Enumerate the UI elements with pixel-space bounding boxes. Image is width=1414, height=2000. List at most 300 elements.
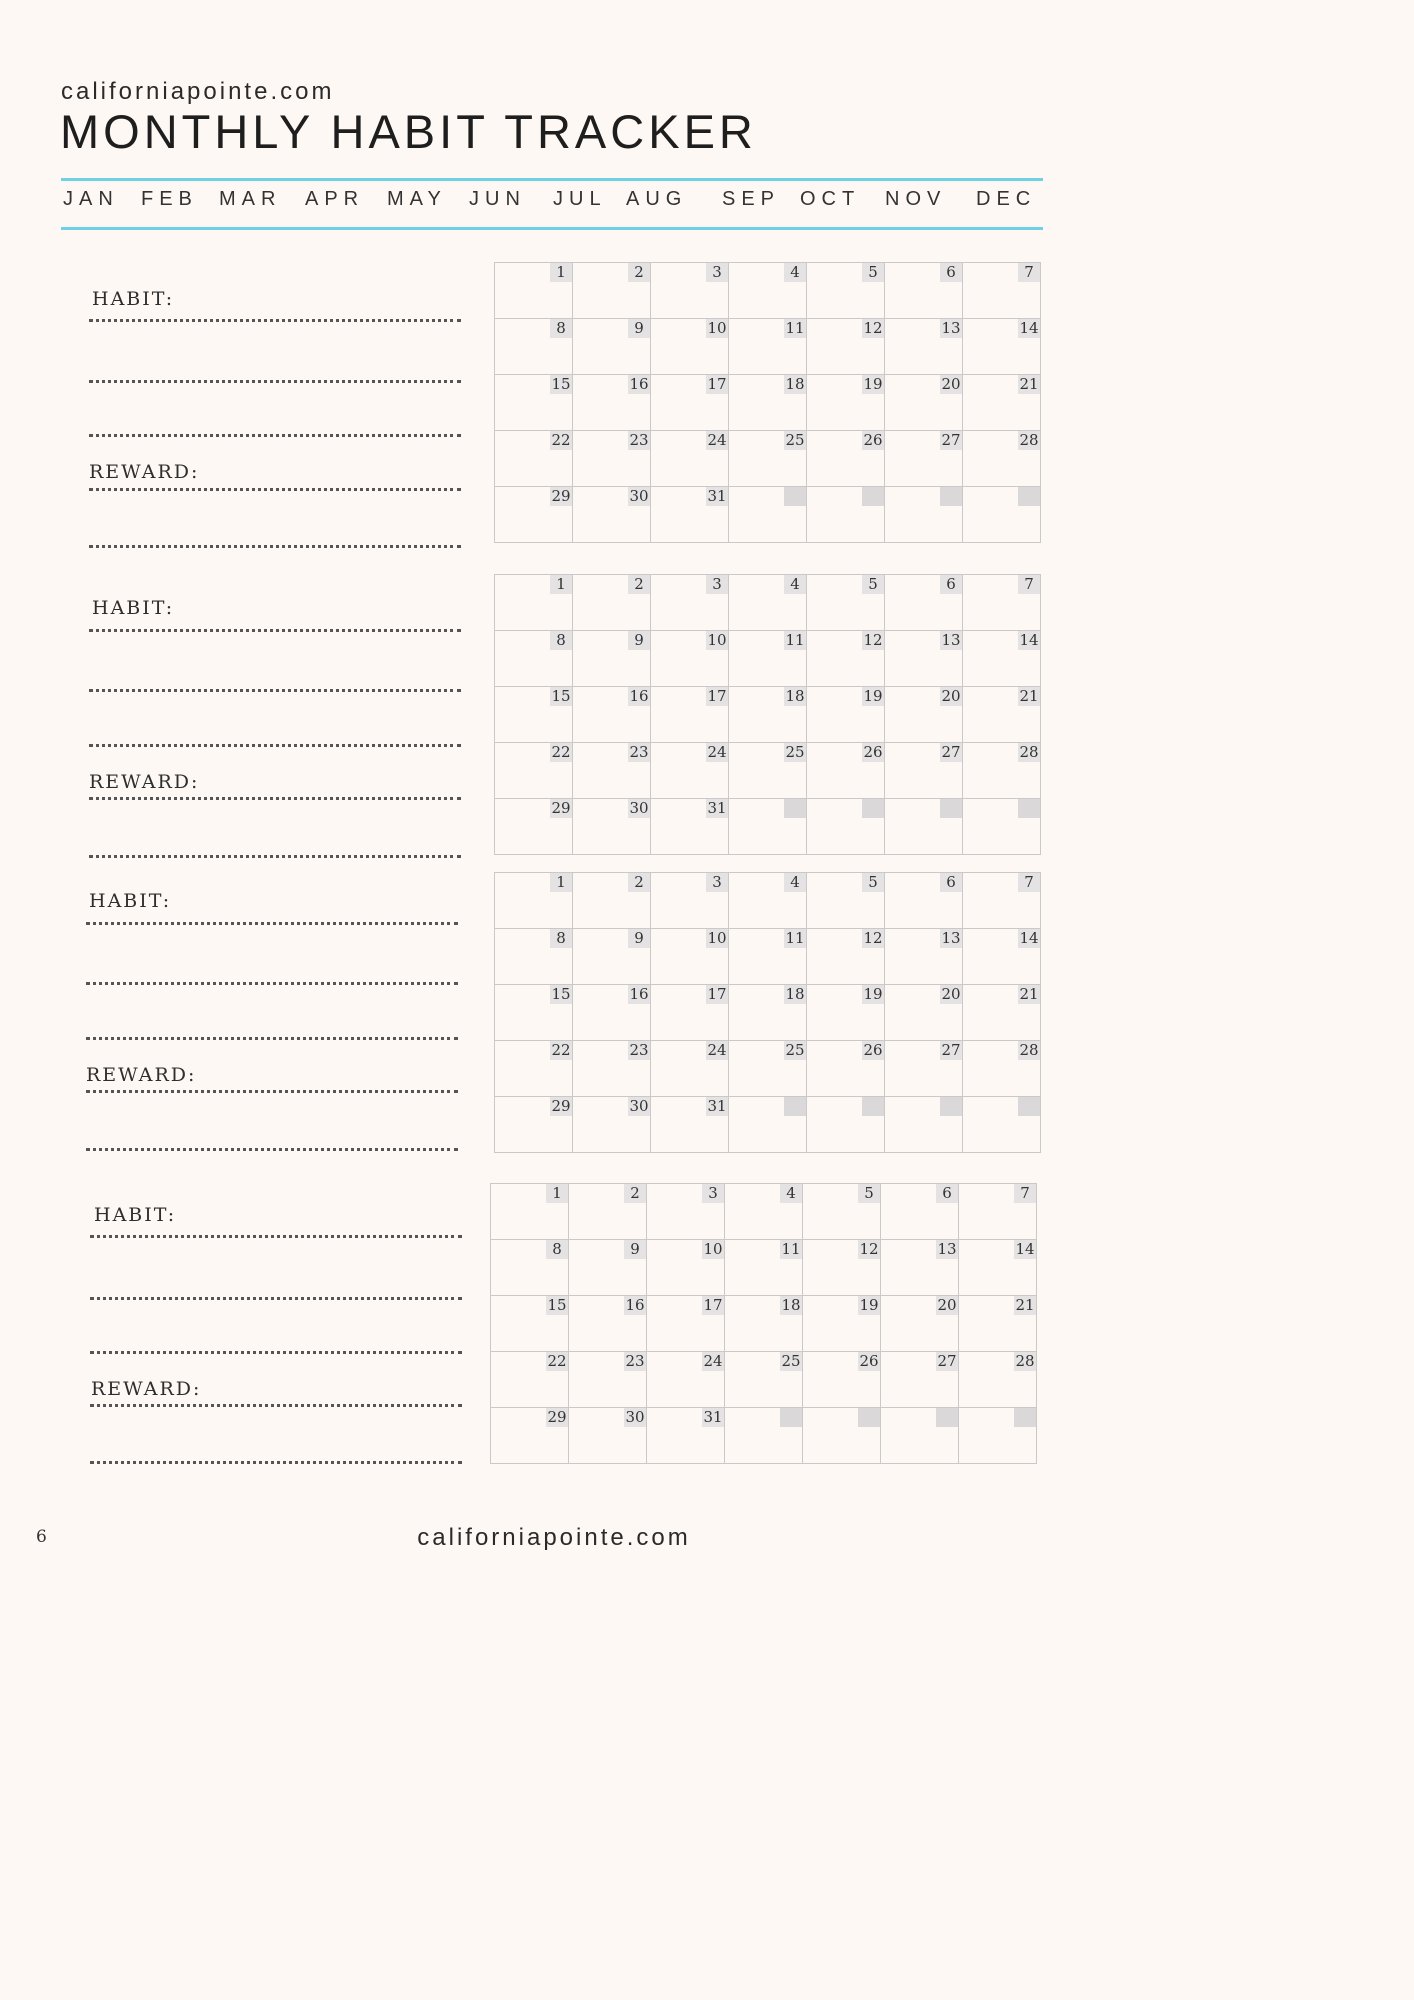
day-number: 23: [629, 1041, 649, 1059]
day-cell[interactable]: [647, 1408, 725, 1464]
day-number: 30: [629, 1097, 649, 1115]
day-number: 22: [551, 431, 571, 449]
day-cell[interactable]: [651, 263, 729, 319]
day-number: 25: [785, 431, 805, 449]
day-number: 19: [863, 687, 883, 705]
day-number: 29: [551, 487, 571, 505]
day-number: 15: [551, 985, 571, 1003]
reward-line[interactable]: [89, 488, 461, 491]
month-jun[interactable]: JUN: [469, 188, 526, 210]
day-cell[interactable]: [495, 873, 573, 929]
day-cell[interactable]: [729, 929, 807, 985]
day-number: 18: [781, 1296, 801, 1314]
day-cell[interactable]: [807, 799, 885, 855]
day-cell[interactable]: [963, 487, 1041, 543]
day-number: 14: [1019, 319, 1039, 337]
day-cell[interactable]: [963, 575, 1041, 631]
reward-line[interactable]: [86, 1148, 458, 1151]
day-number: 7: [1014, 1184, 1036, 1203]
day-number: 31: [703, 1408, 723, 1426]
day-cell[interactable]: [573, 631, 651, 687]
day-cell[interactable]: [803, 1408, 881, 1464]
day-cell[interactable]: [573, 985, 651, 1041]
day-cell[interactable]: [885, 263, 963, 319]
day-cell[interactable]: [729, 743, 807, 799]
day-cell[interactable]: [729, 431, 807, 487]
day-cell[interactable]: [573, 375, 651, 431]
day-cell[interactable]: [885, 873, 963, 929]
day-cell[interactable]: [725, 1408, 803, 1464]
day-number: 14: [1019, 929, 1039, 947]
day-number: 8: [546, 1240, 568, 1259]
reward-line[interactable]: [86, 1090, 458, 1093]
day-number: 2: [628, 873, 650, 892]
habit-line[interactable]: [86, 922, 458, 925]
day-grid: [490, 1183, 1037, 1464]
day-number: 12: [863, 631, 883, 649]
day-cell[interactable]: [647, 1240, 725, 1296]
day-number: 16: [629, 985, 649, 1003]
empty-day-marker: [1014, 1408, 1036, 1427]
day-number: 18: [785, 687, 805, 705]
day-cell[interactable]: [881, 1240, 959, 1296]
day-number: 12: [859, 1240, 879, 1258]
day-number: 28: [1015, 1352, 1035, 1370]
day-number: 7: [1018, 575, 1040, 594]
day-number: 3: [706, 873, 728, 892]
reward-label: REWARD:: [89, 461, 200, 483]
habit-line[interactable]: [90, 1297, 462, 1300]
day-cell[interactable]: [803, 1296, 881, 1352]
month-dec[interactable]: DEC: [976, 188, 1037, 210]
day-cell[interactable]: [495, 743, 573, 799]
day-cell[interactable]: [963, 1041, 1041, 1097]
day-number: 13: [941, 929, 961, 947]
day-cell[interactable]: [495, 929, 573, 985]
day-cell[interactable]: [959, 1296, 1037, 1352]
day-cell[interactable]: [803, 1352, 881, 1408]
day-cell[interactable]: [807, 487, 885, 543]
day-cell[interactable]: [651, 431, 729, 487]
day-number: 24: [707, 743, 727, 761]
day-number: 9: [628, 631, 650, 650]
month-may[interactable]: MAY: [387, 188, 447, 210]
day-cell[interactable]: [885, 1097, 963, 1153]
day-number: 17: [707, 985, 727, 1003]
day-cell[interactable]: [729, 319, 807, 375]
day-number: 17: [707, 687, 727, 705]
day-cell[interactable]: [885, 1041, 963, 1097]
day-cell[interactable]: [885, 687, 963, 743]
day-number: 6: [936, 1184, 958, 1203]
footer-site-name: californiapointe.com: [417, 1524, 691, 1551]
habit-line[interactable]: [90, 1235, 462, 1238]
day-number: 27: [937, 1352, 957, 1370]
day-cell[interactable]: [885, 631, 963, 687]
day-cell[interactable]: [491, 1296, 569, 1352]
day-number: 10: [707, 319, 727, 337]
day-number: 6: [940, 575, 962, 594]
day-cell[interactable]: [651, 1097, 729, 1153]
day-cell[interactable]: [885, 575, 963, 631]
day-number: 21: [1019, 985, 1039, 1003]
day-number: 30: [625, 1408, 645, 1426]
page-number: 6: [36, 1527, 47, 1547]
day-cell[interactable]: [807, 1041, 885, 1097]
day-cell[interactable]: [807, 687, 885, 743]
day-number: 9: [628, 319, 650, 338]
day-cell[interactable]: [963, 431, 1041, 487]
habit-line[interactable]: [89, 434, 461, 437]
day-number: 9: [624, 1240, 646, 1259]
day-cell[interactable]: [651, 985, 729, 1041]
day-cell[interactable]: [963, 985, 1041, 1041]
habit-line[interactable]: [86, 1037, 458, 1040]
reward-line[interactable]: [89, 545, 461, 548]
reward-line[interactable]: [89, 855, 461, 858]
day-number: 16: [625, 1296, 645, 1314]
day-cell[interactable]: [495, 799, 573, 855]
day-cell[interactable]: [729, 985, 807, 1041]
day-number: 15: [551, 687, 571, 705]
day-cell[interactable]: [963, 929, 1041, 985]
habit-line[interactable]: [89, 629, 461, 632]
day-cell[interactable]: [647, 1184, 725, 1240]
day-number: 2: [628, 575, 650, 594]
day-grid: [494, 872, 1041, 1153]
day-cell[interactable]: [725, 1296, 803, 1352]
day-cell[interactable]: [807, 319, 885, 375]
day-cell[interactable]: [881, 1296, 959, 1352]
month-sep[interactable]: SEP: [722, 188, 781, 210]
day-cell[interactable]: [729, 799, 807, 855]
day-cell[interactable]: [573, 743, 651, 799]
empty-day-marker: [862, 1097, 884, 1116]
day-cell[interactable]: [885, 743, 963, 799]
day-cell[interactable]: [807, 929, 885, 985]
day-number: 8: [550, 929, 572, 948]
day-cell[interactable]: [651, 687, 729, 743]
day-number: 9: [628, 929, 650, 948]
day-cell[interactable]: [495, 1041, 573, 1097]
empty-day-marker: [862, 799, 884, 818]
day-cell[interactable]: [647, 1296, 725, 1352]
habit-line[interactable]: [89, 744, 461, 747]
day-number: 25: [785, 1041, 805, 1059]
day-cell[interactable]: [647, 1352, 725, 1408]
empty-day-marker: [784, 487, 806, 506]
day-cell[interactable]: [959, 1240, 1037, 1296]
day-cell[interactable]: [495, 631, 573, 687]
day-cell[interactable]: [495, 1097, 573, 1153]
day-cell[interactable]: [959, 1408, 1037, 1464]
habit-line[interactable]: [90, 1351, 462, 1354]
empty-day-marker: [940, 1097, 962, 1116]
empty-day-marker: [784, 799, 806, 818]
day-cell[interactable]: [803, 1184, 881, 1240]
day-cell[interactable]: [491, 1408, 569, 1464]
month-jul[interactable]: JUL: [553, 188, 607, 210]
month-apr[interactable]: APR: [305, 188, 365, 210]
habit-label: HABIT:: [89, 890, 172, 912]
day-cell[interactable]: [573, 873, 651, 929]
day-cell[interactable]: [651, 799, 729, 855]
day-cell[interactable]: [803, 1240, 881, 1296]
day-number: 8: [550, 319, 572, 338]
day-cell[interactable]: [729, 1097, 807, 1153]
day-number: 29: [547, 1408, 567, 1426]
day-cell[interactable]: [963, 263, 1041, 319]
day-cell[interactable]: [729, 687, 807, 743]
day-cell[interactable]: [651, 743, 729, 799]
day-cell[interactable]: [651, 1041, 729, 1097]
day-cell[interactable]: [569, 1352, 647, 1408]
day-number: 20: [941, 985, 961, 1003]
day-number: 18: [785, 985, 805, 1003]
day-number: 18: [785, 375, 805, 393]
day-cell[interactable]: [569, 1408, 647, 1464]
day-cell[interactable]: [807, 431, 885, 487]
day-number: 23: [625, 1352, 645, 1370]
day-number: 26: [863, 743, 883, 761]
day-cell[interactable]: [885, 799, 963, 855]
day-number: 22: [551, 1041, 571, 1059]
day-cell[interactable]: [729, 575, 807, 631]
day-number: 26: [859, 1352, 879, 1370]
day-cell[interactable]: [729, 1041, 807, 1097]
day-cell[interactable]: [807, 575, 885, 631]
empty-day-marker: [936, 1408, 958, 1427]
day-number: 10: [703, 1240, 723, 1258]
site-name: californiapointe.com: [61, 78, 335, 105]
day-number: 19: [859, 1296, 879, 1314]
day-number: 5: [862, 263, 884, 282]
habit-line[interactable]: [89, 380, 461, 383]
day-number: 21: [1019, 375, 1039, 393]
day-number: 23: [629, 431, 649, 449]
day-cell[interactable]: [963, 319, 1041, 375]
day-cell[interactable]: [729, 873, 807, 929]
day-number: 2: [624, 1184, 646, 1203]
day-cell[interactable]: [963, 687, 1041, 743]
habit-label: HABIT:: [92, 288, 175, 310]
day-cell[interactable]: [807, 631, 885, 687]
day-cell[interactable]: [729, 375, 807, 431]
day-cell[interactable]: [569, 1240, 647, 1296]
day-number: 15: [547, 1296, 567, 1314]
day-cell[interactable]: [885, 985, 963, 1041]
day-cell[interactable]: [491, 1184, 569, 1240]
day-number: 15: [551, 375, 571, 393]
day-cell[interactable]: [573, 799, 651, 855]
day-cell[interactable]: [573, 929, 651, 985]
day-number: 20: [941, 687, 961, 705]
reward-line[interactable]: [90, 1461, 462, 1464]
day-number: 11: [785, 319, 805, 337]
day-cell[interactable]: [573, 1041, 651, 1097]
day-number: 7: [1018, 263, 1040, 282]
day-number: 5: [858, 1184, 880, 1203]
month-aug[interactable]: AUG: [626, 188, 688, 210]
day-cell[interactable]: [729, 487, 807, 543]
day-cell[interactable]: [885, 929, 963, 985]
day-cell[interactable]: [651, 873, 729, 929]
day-number: 30: [629, 799, 649, 817]
day-cell[interactable]: [573, 575, 651, 631]
day-number: 13: [941, 631, 961, 649]
day-number: 10: [707, 929, 727, 947]
day-number: 19: [863, 375, 883, 393]
day-cell[interactable]: [495, 431, 573, 487]
day-number: 1: [546, 1184, 568, 1203]
day-cell[interactable]: [807, 985, 885, 1041]
day-cell[interactable]: [569, 1296, 647, 1352]
day-cell[interactable]: [885, 319, 963, 375]
reward-line[interactable]: [89, 797, 461, 800]
day-cell[interactable]: [881, 1352, 959, 1408]
month-jan[interactable]: JAN: [63, 188, 119, 210]
day-number: 3: [706, 263, 728, 282]
day-number: 2: [628, 263, 650, 282]
day-cell[interactable]: [885, 375, 963, 431]
day-cell[interactable]: [963, 799, 1041, 855]
day-number: 22: [551, 743, 571, 761]
reward-line[interactable]: [90, 1404, 462, 1407]
day-number: 5: [862, 575, 884, 594]
day-cell[interactable]: [885, 431, 963, 487]
day-number: 3: [706, 575, 728, 594]
day-cell[interactable]: [729, 263, 807, 319]
day-cell[interactable]: [729, 631, 807, 687]
day-number: 6: [940, 263, 962, 282]
day-number: 16: [629, 687, 649, 705]
day-number: 4: [784, 873, 806, 892]
day-cell[interactable]: [963, 375, 1041, 431]
day-cell[interactable]: [495, 375, 573, 431]
day-number: 24: [707, 431, 727, 449]
day-cell[interactable]: [573, 431, 651, 487]
day-cell[interactable]: [959, 1184, 1037, 1240]
day-number: 11: [785, 929, 805, 947]
day-cell[interactable]: [885, 487, 963, 543]
day-cell[interactable]: [807, 263, 885, 319]
day-cell[interactable]: [807, 1097, 885, 1153]
day-grid: [494, 574, 1041, 855]
day-cell[interactable]: [725, 1352, 803, 1408]
day-number: 8: [550, 631, 572, 650]
day-number: 14: [1015, 1240, 1035, 1258]
day-number: 26: [863, 1041, 883, 1059]
reward-label: REWARD:: [91, 1378, 202, 1400]
day-cell[interactable]: [881, 1184, 959, 1240]
day-number: 12: [863, 319, 883, 337]
day-number: 3: [702, 1184, 724, 1203]
day-cell[interactable]: [651, 929, 729, 985]
day-number: 20: [941, 375, 961, 393]
day-cell[interactable]: [651, 319, 729, 375]
day-number: 27: [941, 1041, 961, 1059]
day-number: 31: [707, 1097, 727, 1115]
day-number: 5: [862, 873, 884, 892]
day-cell[interactable]: [573, 687, 651, 743]
day-number: 29: [551, 1097, 571, 1115]
day-cell[interactable]: [963, 1097, 1041, 1153]
day-cell[interactable]: [573, 319, 651, 375]
reward-label: REWARD:: [89, 771, 200, 793]
day-cell[interactable]: [569, 1184, 647, 1240]
day-cell[interactable]: [651, 631, 729, 687]
day-number: 1: [550, 263, 572, 282]
day-number: 21: [1019, 687, 1039, 705]
day-cell[interactable]: [651, 375, 729, 431]
month-feb[interactable]: FEB: [141, 188, 198, 210]
day-cell[interactable]: [495, 687, 573, 743]
day-cell[interactable]: [495, 575, 573, 631]
day-number: 27: [941, 743, 961, 761]
empty-day-marker: [780, 1408, 802, 1427]
day-number: 4: [784, 575, 806, 594]
day-cell[interactable]: [651, 487, 729, 543]
day-cell[interactable]: [881, 1408, 959, 1464]
day-cell[interactable]: [807, 743, 885, 799]
day-cell[interactable]: [491, 1240, 569, 1296]
day-cell[interactable]: [807, 873, 885, 929]
day-number: 25: [781, 1352, 801, 1370]
day-cell[interactable]: [573, 1097, 651, 1153]
day-cell[interactable]: [495, 263, 573, 319]
habit-line[interactable]: [89, 689, 461, 692]
day-cell[interactable]: [963, 743, 1041, 799]
habit-line[interactable]: [89, 319, 461, 322]
day-number: 4: [784, 263, 806, 282]
day-cell[interactable]: [495, 319, 573, 375]
empty-day-marker: [862, 487, 884, 506]
day-cell[interactable]: [963, 873, 1041, 929]
month-oct[interactable]: OCT: [800, 188, 861, 210]
day-number: 26: [863, 431, 883, 449]
day-number: 12: [863, 929, 883, 947]
habit-line[interactable]: [86, 982, 458, 985]
month-mar[interactable]: MAR: [219, 188, 282, 210]
day-cell[interactable]: [807, 375, 885, 431]
day-cell[interactable]: [725, 1240, 803, 1296]
day-number: 24: [703, 1352, 723, 1370]
day-number: 30: [629, 487, 649, 505]
day-number: 28: [1019, 743, 1039, 761]
day-number: 13: [941, 319, 961, 337]
day-cell[interactable]: [573, 263, 651, 319]
day-number: 22: [547, 1352, 567, 1370]
empty-day-marker: [940, 799, 962, 818]
day-number: 10: [707, 631, 727, 649]
day-cell[interactable]: [725, 1184, 803, 1240]
day-cell[interactable]: [651, 575, 729, 631]
empty-day-marker: [1018, 799, 1040, 818]
empty-day-marker: [784, 1097, 806, 1116]
empty-day-marker: [1018, 1097, 1040, 1116]
reward-label: REWARD:: [86, 1064, 197, 1086]
day-cell[interactable]: [963, 631, 1041, 687]
day-number: 31: [707, 487, 727, 505]
day-number: 27: [941, 431, 961, 449]
day-cell[interactable]: [959, 1352, 1037, 1408]
day-number: 28: [1019, 1041, 1039, 1059]
month-nov[interactable]: NOV: [885, 188, 947, 210]
day-cell[interactable]: [495, 985, 573, 1041]
day-cell[interactable]: [491, 1352, 569, 1408]
day-cell[interactable]: [573, 487, 651, 543]
day-cell[interactable]: [495, 487, 573, 543]
